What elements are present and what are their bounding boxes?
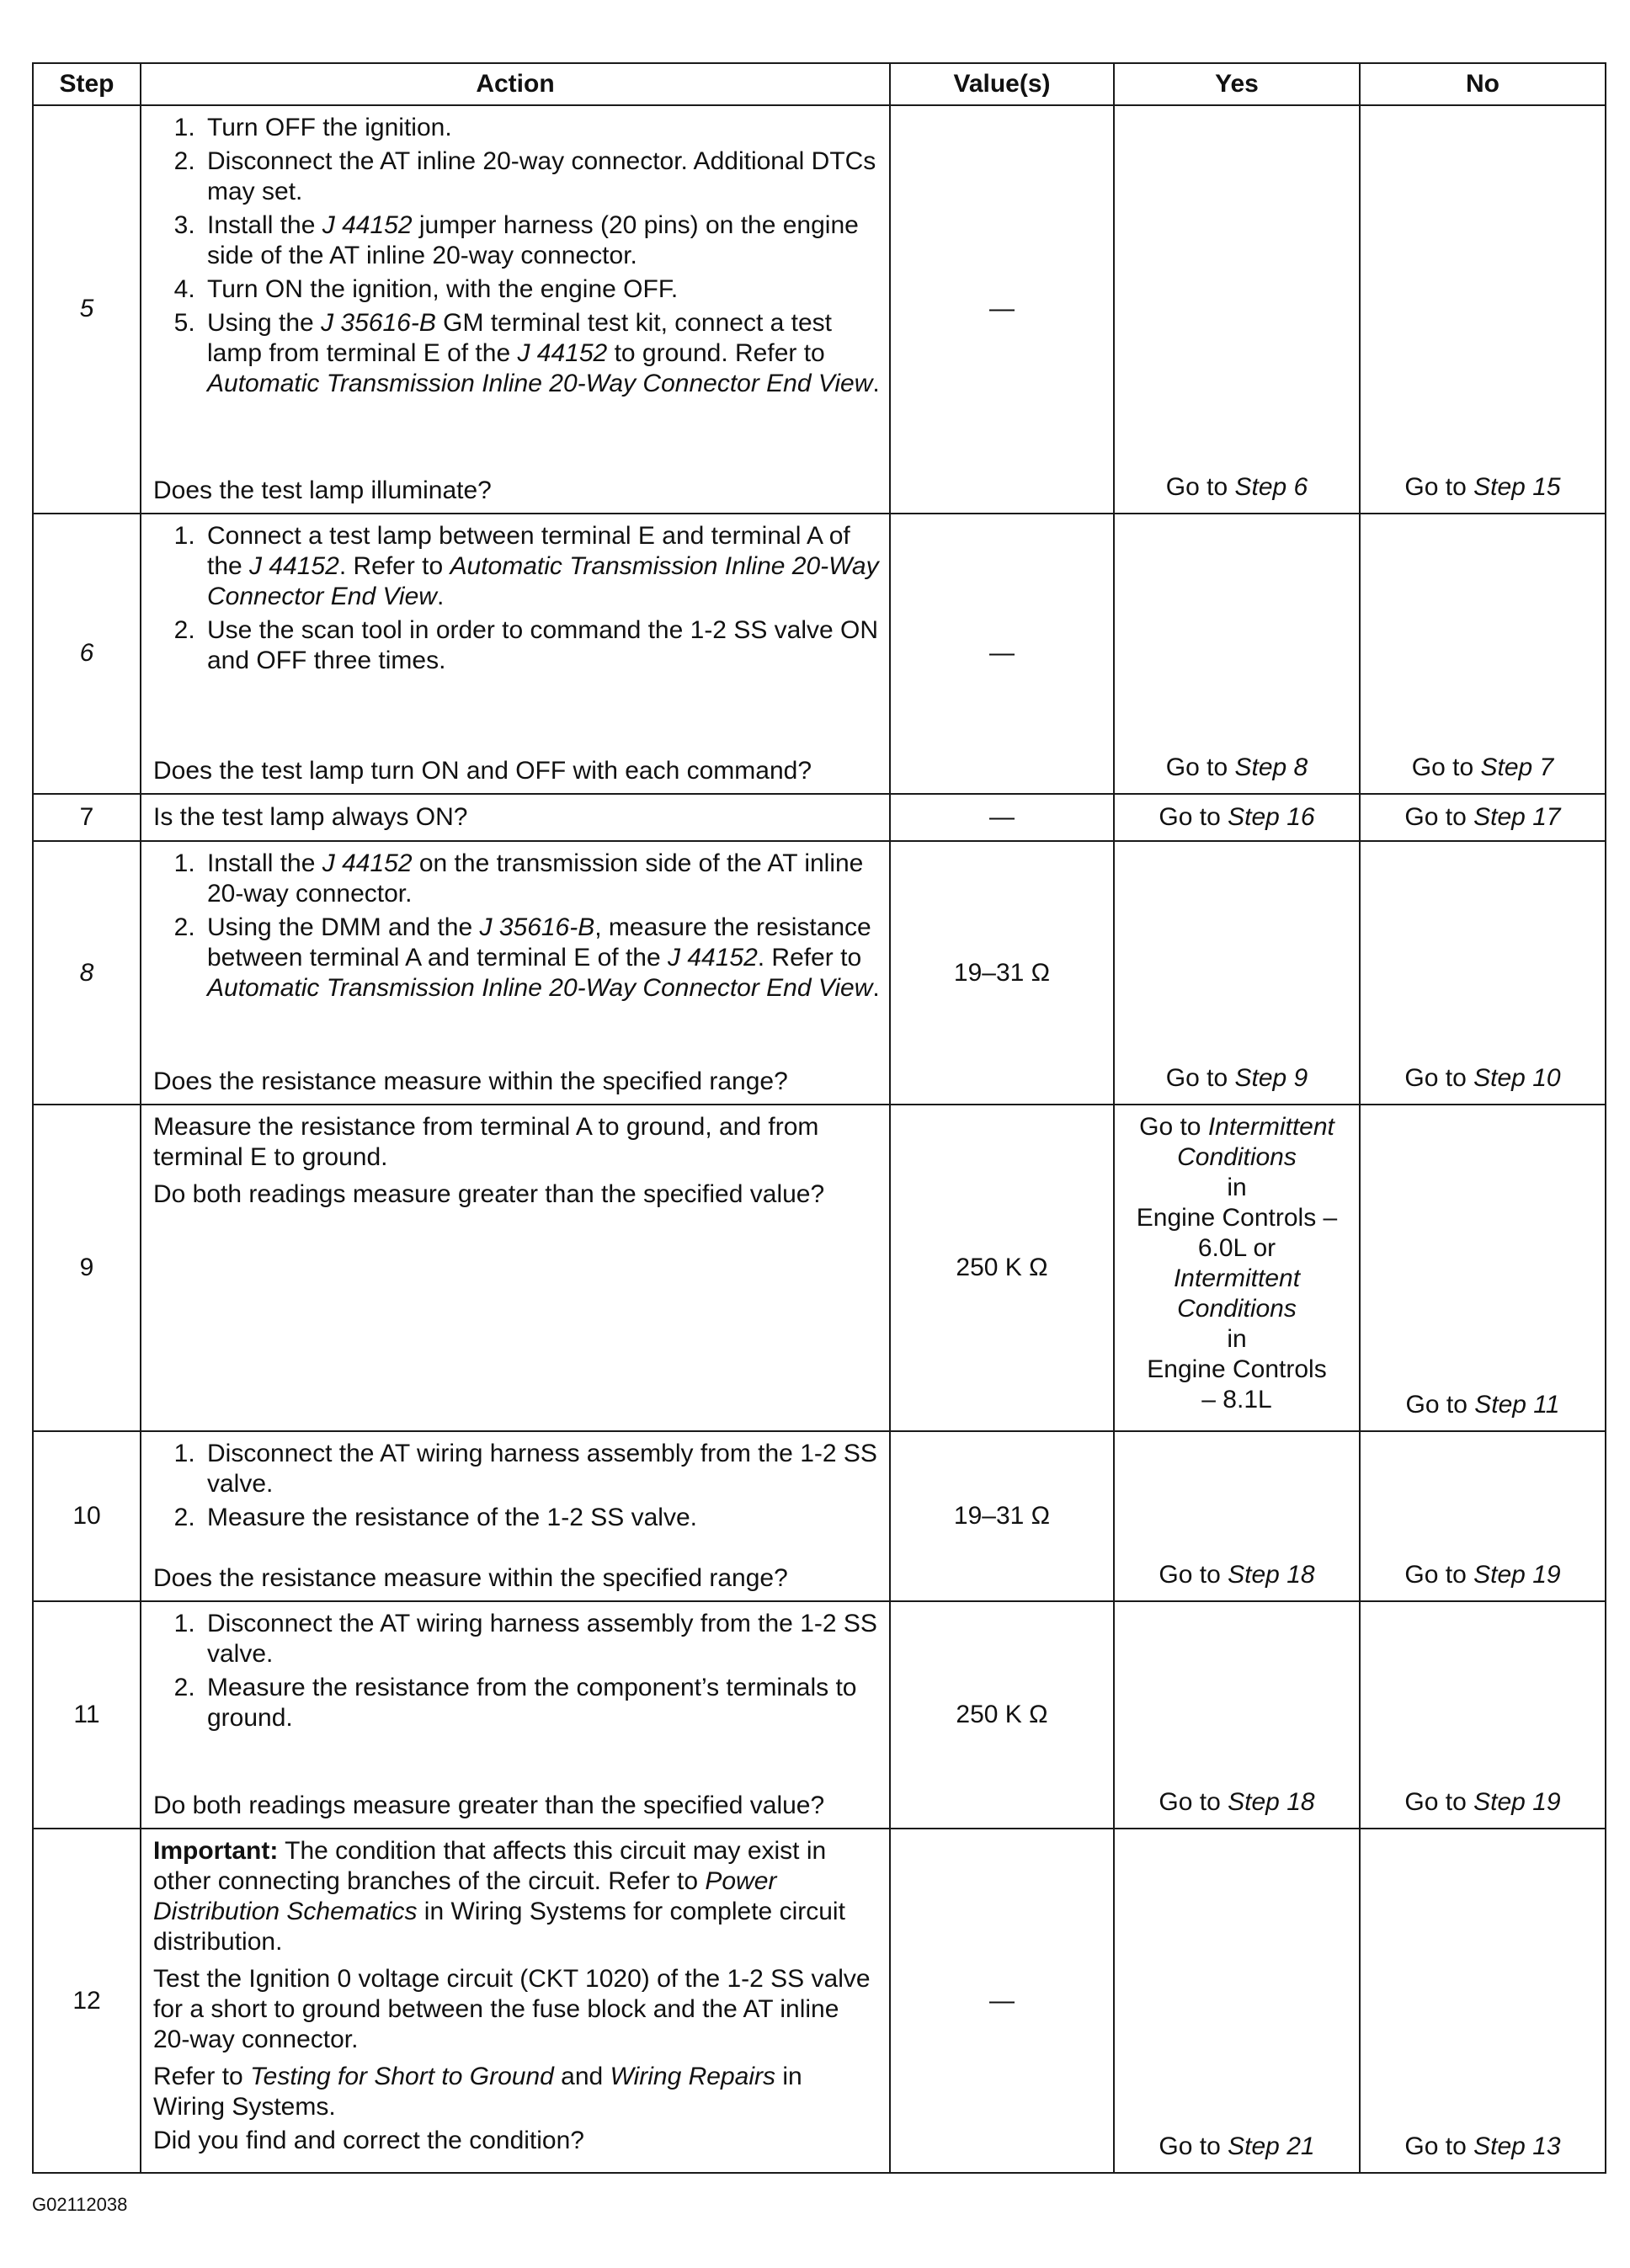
step-number: 5 — [79, 295, 94, 323]
no-cell: Go to Step 7 — [1360, 514, 1606, 794]
action-item: 1. Disconnect the AT wiring harness assembly from the 1-2 SS valve. — [202, 1609, 881, 1669]
no-cell: Go to Step 19 — [1360, 1601, 1606, 1829]
action-cell — [141, 794, 890, 841]
action-steps — [153, 113, 881, 402]
action-cell — [141, 1601, 890, 1829]
no-cell: Go to Step 13 — [1360, 1829, 1606, 2173]
value-cell: — — [890, 794, 1114, 841]
action-item: 1. Disconnect the AT wiring harness assembly from the 1-2 SS valve. — [202, 1439, 881, 1499]
table-row-step-11 — [33, 1601, 1606, 1829]
table-row-step-5 — [33, 105, 1606, 514]
step-number: 9 — [79, 1254, 94, 1282]
header-action: Action — [141, 63, 890, 105]
step-number: 12 — [72, 1986, 101, 2015]
no-cell: Go to Step 10 — [1360, 841, 1606, 1105]
action-question: Does the test lamp illuminate? — [153, 476, 492, 504]
value-cell: 250 K Ω — [890, 1105, 1114, 1430]
action-cell — [141, 105, 890, 514]
yes-cell: Go to Step 21 — [1114, 1829, 1360, 2173]
action-cell — [141, 514, 890, 794]
no-cell: Go to Step 17 — [1360, 794, 1606, 841]
action-question: Did you find and correct the condition? — [153, 2127, 584, 2155]
header-no: No — [1360, 63, 1606, 105]
table-row-step-7 — [33, 794, 1606, 841]
action-steps — [153, 1439, 881, 1536]
header-values: Value(s) — [890, 63, 1114, 105]
header-step: Step — [33, 63, 141, 105]
yes-cell: Go to Step 6 — [1114, 105, 1360, 514]
no-cell: Go to Step 15 — [1360, 105, 1606, 514]
action-cell — [141, 841, 890, 1105]
action-steps — [153, 521, 881, 679]
header-row — [33, 63, 1606, 105]
action-item: 2. Measure the resistance from the component’s terminals to ground. — [202, 1673, 881, 1733]
action-steps — [153, 849, 881, 1007]
action-cell — [141, 1105, 890, 1430]
action-question: Does the resistance measure within the specified range? — [153, 1564, 788, 1593]
action-steps — [153, 1609, 881, 1737]
value-cell: 250 K Ω — [890, 1601, 1114, 1829]
action-item: 2. Using the DMM and the J 35616-B, measure the resistance between terminal A and terminal E of the J 44152. Refer to Automatic Transmission Inline 20-Way Connector End View. — [202, 913, 881, 1004]
action-question: Do both readings measure greater than the specified value? — [153, 1792, 825, 1820]
action-paragraph: Test the Ignition 0 voltage circuit (CKT 1020) of the 1-2 SS valve for a short to ground between the fuse block and the AT inline 20-way connector. — [153, 1965, 871, 2054]
no-cell: Go to Step 11 — [1360, 1105, 1606, 1430]
value-cell: — — [890, 1829, 1114, 2173]
table-row-step-6 — [33, 514, 1606, 794]
action-item: 5. Using the J 35616-B GM terminal test kit, connect a test lamp from terminal E of the J 44152 to ground. Refer to Automatic Transmission Inline 20-Way Connector End View. — [202, 308, 881, 399]
value-cell: 19–31 Ω — [890, 841, 1114, 1105]
yes-cell: Go to Step 18 — [1114, 1431, 1360, 1601]
action-item: 2. Measure the resistance of the 1-2 SS valve. — [202, 1503, 881, 1533]
figure-code: G02112038 — [32, 2194, 128, 2215]
action-item: 1. Install the J 44152 on the transmission side of the AT inline 20-way connector. — [202, 849, 881, 909]
yes-cell: Go to Step 8 — [1114, 514, 1360, 794]
step-number: 11 — [73, 1701, 100, 1729]
table-row-step-8 — [33, 841, 1606, 1105]
action-item: 4. Turn ON the ignition, with the engine OFF. — [202, 274, 881, 305]
yes-cell: Go to Step 9 — [1114, 841, 1360, 1105]
action-question: Do both readings measure greater than the specified value? — [153, 1180, 825, 1209]
value-cell: — — [890, 514, 1114, 794]
table-row-step-12 — [33, 1829, 1606, 2173]
yes-cell: Go to Step 16 — [1114, 794, 1360, 841]
important-note: Important: The condition that affects this circuit may exist in other connecting branches of the circuit. Refer to Power Distribution Schematics in Wiring Systems for complete circuit distribution. — [153, 1837, 845, 1957]
action-paragraph: Refer to Testing for Short to Ground and Wiring Repairs in Wiring Systems. — [153, 2063, 802, 2122]
step-number: 8 — [79, 958, 94, 987]
action-paragraph: Measure the resistance from terminal A to ground, and from terminal E to ground. — [153, 1113, 819, 1172]
action-item: 3. Install the J 44152 jumper harness (20 pins) on the engine side of the AT inline 20-way connector. — [202, 210, 881, 271]
step-number: 6 — [79, 639, 94, 668]
diagnostic-table — [32, 62, 1606, 2174]
value-cell: — — [890, 105, 1114, 514]
table-row-step-9 — [33, 1105, 1606, 1430]
action-item: 1. Connect a test lamp between terminal E and terminal A of the J 44152. Refer to Automatic Transmission Inline 20-Way Connector End View. — [202, 521, 881, 612]
action-question: Does the test lamp turn ON and OFF with each command? — [153, 756, 812, 785]
action-item: 2. Disconnect the AT inline 20-way connector. Additional DTCs may set. — [202, 146, 881, 207]
table-row-step-10 — [33, 1431, 1606, 1601]
value-cell: 19–31 Ω — [890, 1431, 1114, 1601]
yes-cell: Go to Step 18 — [1114, 1601, 1360, 1829]
action-cell — [141, 1431, 890, 1601]
action-item: 1. Turn OFF the ignition. — [202, 113, 881, 143]
action-cell — [141, 1829, 890, 2173]
yes-cell: Go to Intermittent Conditions in Engine Controls – 6.0L or Intermittent Conditions in Engine Controls – 8.1L — [1114, 1105, 1360, 1430]
action-question: Does the resistance measure within the specified range? — [153, 1067, 788, 1096]
action-question: Is the test lamp always ON? — [153, 803, 468, 832]
action-item: 2. Use the scan tool in order to command the 1-2 SS valve ON and OFF three times. — [202, 615, 881, 676]
step-number: 7 — [79, 803, 94, 832]
header-yes: Yes — [1114, 63, 1360, 105]
step-number: 10 — [72, 1502, 101, 1530]
no-cell: Go to Step 19 — [1360, 1431, 1606, 1601]
